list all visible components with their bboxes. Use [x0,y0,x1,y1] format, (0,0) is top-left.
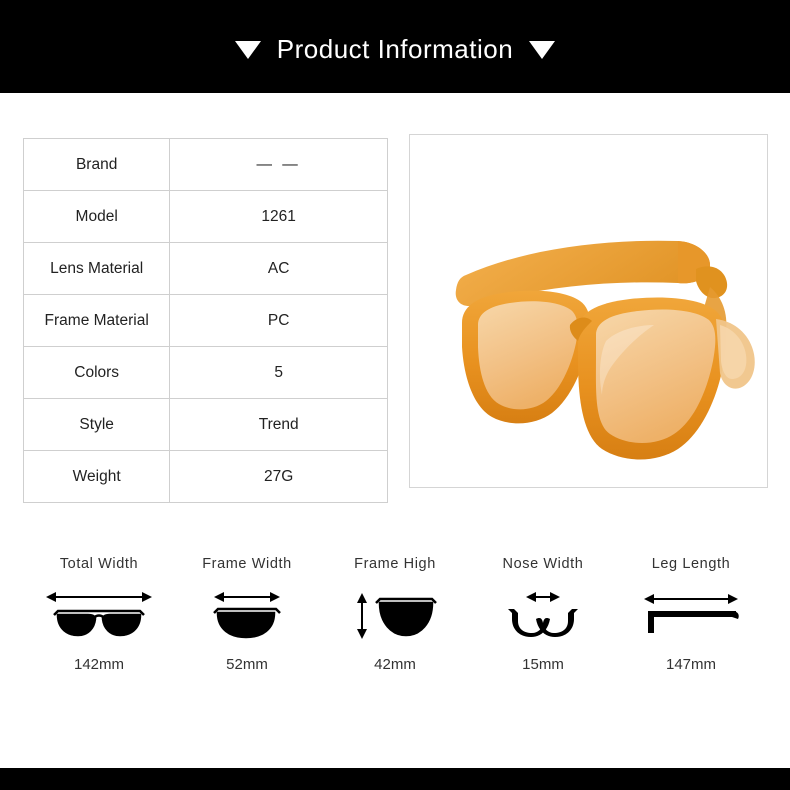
header-inner [235,34,555,65]
table-row [24,295,388,347]
spec-value: AC [170,243,388,295]
product-photo [409,134,768,488]
measurement-title: Nose Width [502,556,584,572]
measurement-value: 142mm [73,656,125,673]
spec-label: Lens Material [24,243,170,295]
spec-value: 1261 [170,191,388,243]
specification-table [23,138,388,503]
measurement-title: Frame Width [202,556,292,572]
table-row [24,399,388,451]
temple-leg-length-icon [636,584,746,646]
spec-value: Trend [170,399,388,451]
spec-label: Frame Material [24,295,170,347]
sunglasses-illustration [410,135,767,487]
footer-banner [0,768,790,790]
measurement-title: Leg Length [651,556,731,572]
spec-label: Weight [24,451,170,503]
spec-value: 27G [170,451,388,503]
measurement-frame-width [176,556,318,673]
table-row [24,347,388,399]
header-banner [0,0,790,93]
measurement-leg-length [620,556,762,673]
measurement-title: Total Width [59,556,139,572]
table-row [24,451,388,503]
measurement-value: 52mm [226,656,268,673]
measurement-nose-width [472,556,614,673]
measurement-total-width [28,556,170,673]
spec-label: Brand [24,139,170,191]
lens-frame-width-icon [192,584,302,646]
lens-frame-height-icon [340,584,450,646]
glasses-total-width-icon [44,584,154,646]
table-row [24,139,388,191]
spec-label: Model [24,191,170,243]
spec-label: Style [24,399,170,451]
measurement-value: 15mm [522,656,564,673]
nose-bridge-width-icon [488,584,598,646]
measurement-frame-high [324,556,466,673]
spec-value: PC [170,295,388,347]
spec-label: Colors [24,347,170,399]
table-row [24,243,388,295]
spec-value: 5 [170,347,388,399]
measurement-value: 147mm [665,656,717,673]
triangle-down-icon-right [529,41,555,59]
table-row [24,191,388,243]
spec-value: — — [170,139,388,191]
measurement-title: Frame High [354,556,436,572]
measurements-row [0,556,790,673]
measurement-value: 42mm [374,656,416,673]
triangle-down-icon-left [235,41,261,59]
page-title: Product Information [276,34,514,64]
